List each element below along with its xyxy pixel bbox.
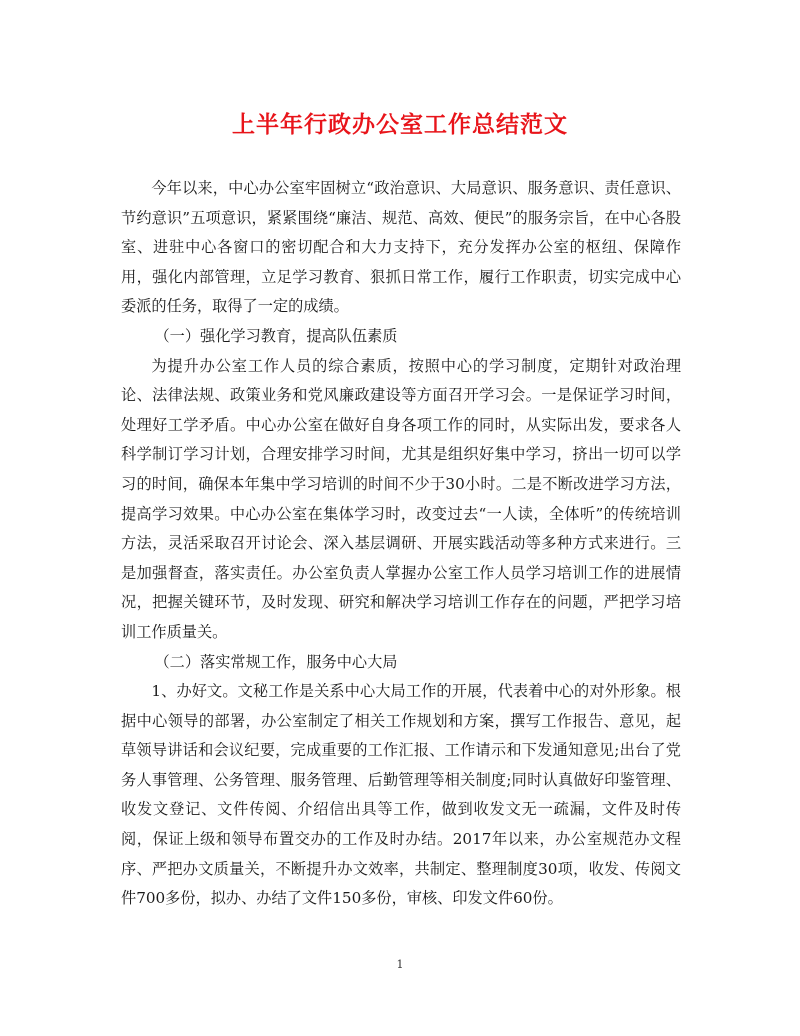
document-body xyxy=(121,174,681,914)
section-heading-2: （二）落实常规工作，服务中心大局 xyxy=(154,652,398,671)
paragraph-study: 为提升办公室工作人员的综合素质，按照中心的学习制度，定期针对政治理论、法律法规、政策业务和党风廉政建设等方面召开学习会。一是保证学习时间，处理好工学矛盾。中心办公室在做好自身各项工作的同时，从实际出发，要求各人科学制订学习计划，合理安排学习时间，尤其是组织好集中学习，挤出一切可以学习的时间，确保本年集中学习培训的时间不少于30小时。二是不断改进学习方法，提高学习效果。中心办公室在集体学习时，改变过去“一人读，全体听”的传统培训方法，灵活采取召开讨论会、深入基层调研、开展实践活动等多种方式来进行。三是加强督查，落实责任。办公室负责人掌握办公室工作人员学习培训工作的进展情况，把握关键环节，及时发现、研究和解决学习培训工作存在的问题，严把学习培训工作质量关。 xyxy=(121,356,681,641)
page-title: 上半年行政办公室工作总结范文 xyxy=(232,111,568,138)
paragraph-documents: 1、办好文。文秘工作是关系中心大局工作的开展，代表着中心的对外形象。根据中心领导的部署，办公室制定了相关工作规划和方案，撰写工作报告、意见，起草领导讲话和会议纪要，完成重要的工作汇报、工作请示和下发通知意见;出台了党务人事管理、公务管理、服务管理、后勤管理等相关制度;同时认真做好印鉴管理、收发文登记、文件传阅、介绍信出具等工作，做到收发文无一疏漏，文件及时传阅，保证上级和领导布置交办的工作及时办结。2017年以来，办公室规范办文程序、严把办文质量关，不断提升办文效率，共制定、整理制度30项，收发、传阅文件700多份，拟办、办结了文件150多份，审核、印发文件60份。 xyxy=(121,682,681,908)
page-number: 1 xyxy=(396,958,404,971)
section-heading-1: （一）强化学习教育，提高队伍素质 xyxy=(154,326,398,345)
paragraph-intro: 今年以来，中心办公室牢固树立“政治意识、大局意识、服务意识、责任意识、节约意识”五项意识，紧紧围绕“廉洁、规范、高效、便民”的服务宗旨，在中心各股室、进驻中心各窗口的密切配合和大力支持下，充分发挥办公室的枢纽、保障作用，强化内部管理，立足学习教育、狠抓日常工作，履行工作职责，切实完成中心委派的任务，取得了一定的成绩。 xyxy=(121,179,681,316)
